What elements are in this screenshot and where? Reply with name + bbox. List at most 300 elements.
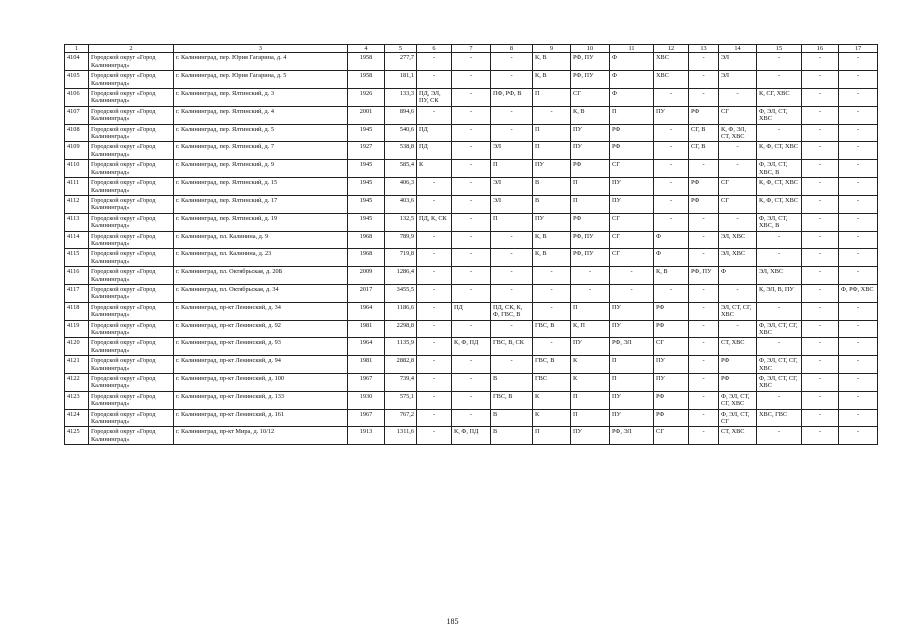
cell-col-17: - bbox=[839, 71, 878, 89]
cell-col-13: РФ bbox=[689, 106, 719, 124]
cell-col-11: ПУ bbox=[610, 320, 654, 338]
cell-col-1: 4110 bbox=[65, 160, 89, 178]
cell-col-3: г. Калининград, пл. Октябрьская, д. 20Б bbox=[174, 267, 348, 285]
cell-col-6: - bbox=[417, 71, 452, 89]
cell-col-1: 4120 bbox=[65, 338, 89, 356]
cell-col-5: 540,6 bbox=[385, 124, 417, 142]
cell-col-4: 1913 bbox=[348, 427, 385, 445]
cell-col-1: 4114 bbox=[65, 231, 89, 249]
cell-col-12: ПУ bbox=[654, 374, 689, 392]
cell-col-1: 4111 bbox=[65, 178, 89, 196]
cell-col-11: СГ bbox=[610, 249, 654, 267]
cell-col-8: П bbox=[491, 213, 533, 231]
cell-col-9: П bbox=[533, 427, 571, 445]
cell-col-9: В bbox=[533, 195, 571, 213]
cell-col-9: - bbox=[533, 284, 571, 302]
cell-col-17: - bbox=[839, 124, 878, 142]
column-header-6: 6 bbox=[417, 45, 452, 53]
cell-col-10: П bbox=[571, 195, 610, 213]
cell-col-8: - bbox=[491, 124, 533, 142]
table-row bbox=[65, 391, 878, 409]
cell-col-13: - bbox=[689, 53, 719, 71]
cell-col-11: - bbox=[610, 267, 654, 285]
cell-col-12: ПУ bbox=[654, 106, 689, 124]
cell-col-17: - bbox=[839, 267, 878, 285]
cell-col-12: РФ bbox=[654, 391, 689, 409]
cell-col-10: К bbox=[571, 374, 610, 392]
cell-col-8: ГВС, В bbox=[491, 391, 533, 409]
column-header-14: 14 bbox=[719, 45, 757, 53]
cell-col-5: 1135,9 bbox=[385, 338, 417, 356]
cell-col-3: г. Калининград, пл. Калинина, д. 23 bbox=[174, 249, 348, 267]
cell-col-3: г. Калининград, пр-кт Ленинский, д. 100 bbox=[174, 374, 348, 392]
cell-col-5: 1286,4 bbox=[385, 267, 417, 285]
cell-col-5: 538,8 bbox=[385, 142, 417, 160]
cell-col-6: - bbox=[417, 374, 452, 392]
cell-col-1: 4125 bbox=[65, 427, 89, 445]
cell-col-12: К, В bbox=[654, 267, 689, 285]
cell-col-3: г. Калининград, пр-кт Ленинский, д. 133 bbox=[174, 391, 348, 409]
registry-table bbox=[64, 44, 878, 445]
cell-col-2: Городской округ «Город Калининград» bbox=[89, 106, 174, 124]
cell-col-3: г. Калининград, пер. Ялтинский, д. 19 bbox=[174, 213, 348, 231]
cell-col-11: - bbox=[610, 284, 654, 302]
cell-col-8: - bbox=[491, 71, 533, 89]
cell-col-3: г. Калининград, пр-кт Мира, д. 10/12 bbox=[174, 427, 348, 445]
cell-col-10: - bbox=[571, 284, 610, 302]
cell-col-1: 4108 bbox=[65, 124, 89, 142]
cell-col-10: П bbox=[571, 178, 610, 196]
cell-col-10: РФ, ПУ bbox=[571, 71, 610, 89]
cell-col-10: ПУ bbox=[571, 338, 610, 356]
table-row bbox=[65, 71, 878, 89]
cell-col-17: - bbox=[839, 231, 878, 249]
cell-col-14: Ф, ЭЛ, СТ, СГ, ХВС bbox=[719, 391, 757, 409]
cell-col-9: ПУ bbox=[533, 160, 571, 178]
cell-col-14: ЭЛ bbox=[719, 71, 757, 89]
cell-col-4: 1958 bbox=[348, 71, 385, 89]
cell-col-13: - bbox=[689, 338, 719, 356]
table-row bbox=[65, 320, 878, 338]
column-header-15: 15 bbox=[757, 45, 802, 53]
table-body bbox=[65, 53, 878, 445]
cell-col-4: 1930 bbox=[348, 391, 385, 409]
cell-col-4: 1981 bbox=[348, 320, 385, 338]
cell-col-13: РФ bbox=[689, 178, 719, 196]
cell-col-5: 719,8 bbox=[385, 249, 417, 267]
cell-col-16: - bbox=[802, 284, 839, 302]
cell-col-3: г. Калининград, пер. Юрия Гагарина, д. 5 bbox=[174, 71, 348, 89]
cell-col-10: РФ, ПУ bbox=[571, 231, 610, 249]
cell-col-9: П bbox=[533, 124, 571, 142]
cell-col-1: 4106 bbox=[65, 89, 89, 107]
cell-col-10: ПУ bbox=[571, 124, 610, 142]
cell-col-17: - bbox=[839, 160, 878, 178]
cell-col-7: К, Ф, ПД bbox=[452, 427, 491, 445]
column-header-13: 13 bbox=[689, 45, 719, 53]
cell-col-1: 4119 bbox=[65, 320, 89, 338]
cell-col-3: г. Калининград, пр-кт Ленинский, д. 161 bbox=[174, 409, 348, 427]
cell-col-13: - bbox=[689, 374, 719, 392]
cell-col-11: СГ bbox=[610, 213, 654, 231]
cell-col-6: - bbox=[417, 391, 452, 409]
cell-col-9: К, В bbox=[533, 71, 571, 89]
cell-col-4: 1967 bbox=[348, 374, 385, 392]
cell-col-3: г. Калининград, пер. Ялтинский, д. 9 bbox=[174, 160, 348, 178]
cell-col-15: - bbox=[757, 302, 802, 320]
cell-col-13: РФ, ПУ bbox=[689, 267, 719, 285]
cell-col-15: ХВС, ГВС bbox=[757, 409, 802, 427]
column-header-16: 16 bbox=[802, 45, 839, 53]
cell-col-6: - bbox=[417, 106, 452, 124]
cell-col-5: 2298,8 bbox=[385, 320, 417, 338]
cell-col-6: - bbox=[417, 409, 452, 427]
cell-col-12: РФ bbox=[654, 409, 689, 427]
cell-col-15: Ф, ЭЛ, СТ, ХВС bbox=[757, 106, 802, 124]
cell-col-16: - bbox=[802, 106, 839, 124]
cell-col-3: г. Калининград, пл. Калинина, д. 9 bbox=[174, 231, 348, 249]
cell-col-9: К, В bbox=[533, 249, 571, 267]
cell-col-16: - bbox=[802, 427, 839, 445]
cell-col-2: Городской округ «Город Калининград» bbox=[89, 213, 174, 231]
column-header-2: 2 bbox=[89, 45, 174, 53]
cell-col-10: ПУ bbox=[571, 142, 610, 160]
cell-col-14: Ф bbox=[719, 267, 757, 285]
cell-col-11: Ф bbox=[610, 89, 654, 107]
cell-col-14: РФ bbox=[719, 374, 757, 392]
cell-col-8: - bbox=[491, 284, 533, 302]
cell-col-4: 1945 bbox=[348, 178, 385, 196]
cell-col-13: - bbox=[689, 356, 719, 374]
table-row bbox=[65, 356, 878, 374]
table-row bbox=[65, 53, 878, 71]
cell-col-15: Ф, ЭЛ, СТ, СГ, ХВС bbox=[757, 320, 802, 338]
cell-col-13: - bbox=[689, 249, 719, 267]
cell-col-3: г. Калининград, пр-кт Ленинский, д. 94 bbox=[174, 356, 348, 374]
cell-col-1: 4121 bbox=[65, 356, 89, 374]
column-header-3: 3 bbox=[174, 45, 348, 53]
cell-col-8: ГВС, В, СК bbox=[491, 338, 533, 356]
cell-col-3: г. Калининград, пр-кт Ленинский, д. 34 bbox=[174, 302, 348, 320]
cell-col-13: РФ bbox=[689, 195, 719, 213]
cell-col-6: - bbox=[417, 53, 452, 71]
cell-col-9: ГВС, В bbox=[533, 356, 571, 374]
cell-col-16: - bbox=[802, 302, 839, 320]
cell-col-12: СГ bbox=[654, 338, 689, 356]
cell-col-8: - bbox=[491, 53, 533, 71]
cell-col-7: - bbox=[452, 142, 491, 160]
cell-col-4: 1945 bbox=[348, 124, 385, 142]
cell-col-3: г. Калининград, пр-кт Ленинский, д. 93 bbox=[174, 338, 348, 356]
cell-col-15: - bbox=[757, 71, 802, 89]
cell-col-17: - bbox=[839, 320, 878, 338]
cell-col-17: - bbox=[839, 338, 878, 356]
cell-col-5: 403,6 bbox=[385, 195, 417, 213]
cell-col-15: Ф, ЭЛ, СТ, СГ, ХВС bbox=[757, 356, 802, 374]
cell-col-16: - bbox=[802, 249, 839, 267]
cell-col-10: ПУ bbox=[571, 427, 610, 445]
cell-col-1: 4109 bbox=[65, 142, 89, 160]
cell-col-3: г. Калининград, пер. Ялтинский, д. 7 bbox=[174, 142, 348, 160]
cell-col-2: Городской округ «Город Калининград» bbox=[89, 391, 174, 409]
cell-col-12: - bbox=[654, 124, 689, 142]
cell-col-8: - bbox=[491, 320, 533, 338]
cell-col-5: 277,7 bbox=[385, 53, 417, 71]
cell-col-17: - bbox=[839, 409, 878, 427]
cell-col-5: 739,4 bbox=[385, 374, 417, 392]
table-row bbox=[65, 374, 878, 392]
cell-col-8: В bbox=[491, 409, 533, 427]
cell-col-4: 1967 bbox=[348, 409, 385, 427]
cell-col-10: К bbox=[571, 356, 610, 374]
column-header-11: 11 bbox=[610, 45, 654, 53]
column-header-8: 8 bbox=[491, 45, 533, 53]
cell-col-17: - bbox=[839, 374, 878, 392]
cell-col-12: - bbox=[654, 89, 689, 107]
cell-col-10: П bbox=[571, 302, 610, 320]
cell-col-5: 1311,6 bbox=[385, 427, 417, 445]
cell-col-10: РФ bbox=[571, 160, 610, 178]
cell-col-5: 132,5 bbox=[385, 213, 417, 231]
cell-col-17: - bbox=[839, 89, 878, 107]
cell-col-13: - bbox=[689, 71, 719, 89]
cell-col-11: РФ, ЭЛ bbox=[610, 338, 654, 356]
cell-col-2: Городской округ «Город Калининград» bbox=[89, 142, 174, 160]
cell-col-11: СГ bbox=[610, 231, 654, 249]
cell-col-7: - bbox=[452, 71, 491, 89]
cell-col-10: П bbox=[571, 391, 610, 409]
cell-col-1: 4123 bbox=[65, 391, 89, 409]
cell-col-9: - bbox=[533, 267, 571, 285]
cell-col-10: СГ bbox=[571, 89, 610, 107]
cell-col-14: - bbox=[719, 89, 757, 107]
cell-col-15: Ф, ЭЛ, СТ, ХВС, В bbox=[757, 213, 802, 231]
cell-col-14: - bbox=[719, 213, 757, 231]
cell-col-6: - bbox=[417, 302, 452, 320]
cell-col-5: 789,9 bbox=[385, 231, 417, 249]
cell-col-12: - bbox=[654, 142, 689, 160]
column-header-10: 10 bbox=[571, 45, 610, 53]
cell-col-11: П bbox=[610, 106, 654, 124]
cell-col-15: К, Ф, СТ, ХВС bbox=[757, 178, 802, 196]
cell-col-14: - bbox=[719, 142, 757, 160]
column-header-17: 17 bbox=[839, 45, 878, 53]
cell-col-15: К, ЭЛ, В, ПУ bbox=[757, 284, 802, 302]
column-header-4: 4 bbox=[348, 45, 385, 53]
cell-col-7: - bbox=[452, 249, 491, 267]
cell-col-1: 4107 bbox=[65, 106, 89, 124]
table-row bbox=[65, 106, 878, 124]
cell-col-4: 2017 bbox=[348, 284, 385, 302]
cell-col-2: Городской округ «Город Калининград» bbox=[89, 409, 174, 427]
cell-col-14: ЭЛ, ХВС bbox=[719, 231, 757, 249]
cell-col-1: 4116 bbox=[65, 267, 89, 285]
cell-col-17: - bbox=[839, 249, 878, 267]
page-number: 185 bbox=[446, 617, 459, 626]
cell-col-15: Ф, ЭЛ, СТ, ХВС, В bbox=[757, 160, 802, 178]
cell-col-6: - bbox=[417, 356, 452, 374]
cell-col-14: СГ bbox=[719, 195, 757, 213]
cell-col-5: 1186,6 bbox=[385, 302, 417, 320]
cell-col-12: - bbox=[654, 178, 689, 196]
cell-col-13: - bbox=[689, 160, 719, 178]
cell-col-2: Городской округ «Город Калининград» bbox=[89, 320, 174, 338]
cell-col-7: - bbox=[452, 178, 491, 196]
cell-col-5: 585,4 bbox=[385, 160, 417, 178]
cell-col-8: - bbox=[491, 231, 533, 249]
cell-col-8: - bbox=[491, 356, 533, 374]
cell-col-16: - bbox=[802, 320, 839, 338]
cell-col-15: - bbox=[757, 124, 802, 142]
cell-col-14: Ф, ЭЛ, СТ, СГ bbox=[719, 409, 757, 427]
cell-col-10: РФ, ПУ bbox=[571, 53, 610, 71]
cell-col-8: - bbox=[491, 267, 533, 285]
cell-col-9: К, В bbox=[533, 53, 571, 71]
cell-col-4: 1964 bbox=[348, 338, 385, 356]
cell-col-14: СТ, ХВС bbox=[719, 338, 757, 356]
table-row bbox=[65, 302, 878, 320]
cell-col-2: Городской округ «Город Калининград» bbox=[89, 427, 174, 445]
cell-col-4: 2001 bbox=[348, 106, 385, 124]
cell-col-12: ХВС bbox=[654, 71, 689, 89]
cell-col-14: ЭЛ, ХВС bbox=[719, 249, 757, 267]
cell-col-1: 4118 bbox=[65, 302, 89, 320]
cell-col-12: Ф bbox=[654, 231, 689, 249]
cell-col-16: - bbox=[802, 213, 839, 231]
cell-col-9: К, В bbox=[533, 231, 571, 249]
cell-col-17: - bbox=[839, 106, 878, 124]
cell-col-2: Городской округ «Город Калининград» bbox=[89, 284, 174, 302]
cell-col-11: П bbox=[610, 374, 654, 392]
cell-col-7: - bbox=[452, 374, 491, 392]
cell-col-12: - bbox=[654, 160, 689, 178]
cell-col-2: Городской округ «Город Калининград» bbox=[89, 178, 174, 196]
cell-col-4: 1964 bbox=[348, 302, 385, 320]
cell-col-11: РФ, ЭЛ bbox=[610, 427, 654, 445]
cell-col-12: - bbox=[654, 213, 689, 231]
cell-col-7: - bbox=[452, 106, 491, 124]
table-row bbox=[65, 124, 878, 142]
cell-col-3: г. Калининград, пер. Ялтинский, д. 17 bbox=[174, 195, 348, 213]
cell-col-1: 4117 bbox=[65, 284, 89, 302]
cell-col-10: РФ bbox=[571, 213, 610, 231]
cell-col-11: П bbox=[610, 356, 654, 374]
cell-col-3: г. Калининград, пер. Ялтинский, д. 4 bbox=[174, 106, 348, 124]
cell-col-3: г. Калининград, пер. Ялтинский, д. 3 bbox=[174, 89, 348, 107]
cell-col-3: г. Калининград, пер. Ялтинский, д. 15 bbox=[174, 178, 348, 196]
cell-col-11: СГ bbox=[610, 160, 654, 178]
cell-col-4: 2009 bbox=[348, 267, 385, 285]
table-row bbox=[65, 160, 878, 178]
cell-col-4: 1926 bbox=[348, 89, 385, 107]
cell-col-17: - bbox=[839, 356, 878, 374]
cell-col-14: СГ bbox=[719, 106, 757, 124]
cell-col-2: Городской округ «Город Калининград» bbox=[89, 89, 174, 107]
cell-col-6: - bbox=[417, 231, 452, 249]
cell-col-16: - bbox=[802, 89, 839, 107]
cell-col-9: К bbox=[533, 409, 571, 427]
cell-col-4: 1958 bbox=[348, 53, 385, 71]
cell-col-16: - bbox=[802, 374, 839, 392]
cell-col-12: ХВС bbox=[654, 53, 689, 71]
cell-col-16: - bbox=[802, 142, 839, 160]
cell-col-11: РФ bbox=[610, 142, 654, 160]
table-row bbox=[65, 89, 878, 107]
cell-col-2: Городской округ «Город Калининград» bbox=[89, 71, 174, 89]
cell-col-14: - bbox=[719, 160, 757, 178]
cell-col-12: - bbox=[654, 195, 689, 213]
cell-col-5: 181,1 bbox=[385, 71, 417, 89]
cell-col-8: П bbox=[491, 160, 533, 178]
cell-col-10: К, П bbox=[571, 320, 610, 338]
cell-col-3: г. Калининград, пл. Октябрьская, д. 34 bbox=[174, 284, 348, 302]
cell-col-9: ПУ bbox=[533, 213, 571, 231]
cell-col-7: - bbox=[452, 195, 491, 213]
column-header-9: 9 bbox=[533, 45, 571, 53]
cell-col-11: Ф bbox=[610, 71, 654, 89]
cell-col-8: ПД, СК, К, Ф, ГВС, В bbox=[491, 302, 533, 320]
table-row bbox=[65, 178, 878, 196]
cell-col-3: г. Калининград, пр-кт Ленинский, д. 92 bbox=[174, 320, 348, 338]
cell-col-17: - bbox=[839, 142, 878, 160]
column-header-12: 12 bbox=[654, 45, 689, 53]
cell-col-14: СГ bbox=[719, 178, 757, 196]
cell-col-5: 2882,8 bbox=[385, 356, 417, 374]
cell-col-13: - bbox=[689, 320, 719, 338]
cell-col-16: - bbox=[802, 267, 839, 285]
cell-col-17: - bbox=[839, 195, 878, 213]
cell-col-8: В bbox=[491, 374, 533, 392]
cell-col-17: - bbox=[839, 391, 878, 409]
cell-col-14: РФ bbox=[719, 356, 757, 374]
cell-col-2: Городской округ «Город Калининград» bbox=[89, 302, 174, 320]
cell-col-8: - bbox=[491, 249, 533, 267]
cell-col-16: - bbox=[802, 409, 839, 427]
cell-col-17: - bbox=[839, 427, 878, 445]
table-row bbox=[65, 267, 878, 285]
cell-col-12: ПУ bbox=[654, 356, 689, 374]
cell-col-7: ПД bbox=[452, 302, 491, 320]
cell-col-12: РФ bbox=[654, 302, 689, 320]
cell-col-3: г. Калининград, пер. Ялтинский, д. 5 bbox=[174, 124, 348, 142]
cell-col-9: ГВС, В bbox=[533, 320, 571, 338]
cell-col-5: 575,1 bbox=[385, 391, 417, 409]
cell-col-10: РФ, ПУ bbox=[571, 249, 610, 267]
cell-col-2: Городской округ «Город Калининград» bbox=[89, 267, 174, 285]
cell-col-6: К bbox=[417, 160, 452, 178]
cell-col-2: Городской округ «Город Калининград» bbox=[89, 356, 174, 374]
column-number-row bbox=[65, 45, 878, 53]
column-header-7: 7 bbox=[452, 45, 491, 53]
cell-col-6: - bbox=[417, 338, 452, 356]
cell-col-15: К, Ф, СТ, ХВС bbox=[757, 142, 802, 160]
cell-col-9: В bbox=[533, 178, 571, 196]
cell-col-3: г. Калининград, пер. Юрия Гагарина, д. 4 bbox=[174, 53, 348, 71]
cell-col-7: - bbox=[452, 53, 491, 71]
cell-col-5: 3455,5 bbox=[385, 284, 417, 302]
table-row bbox=[65, 142, 878, 160]
cell-col-14: К, Ф, ЭЛ, СТ, ХВС bbox=[719, 124, 757, 142]
cell-col-5: 406,3 bbox=[385, 178, 417, 196]
cell-col-7: - bbox=[452, 124, 491, 142]
cell-col-2: Городской округ «Город Калининград» bbox=[89, 231, 174, 249]
cell-col-2: Городской округ «Город Калининград» bbox=[89, 160, 174, 178]
cell-col-16: - bbox=[802, 231, 839, 249]
cell-col-13: - bbox=[689, 302, 719, 320]
cell-col-14: ЭЛ, СТ, СГ, ХВС bbox=[719, 302, 757, 320]
cell-col-14: - bbox=[719, 284, 757, 302]
cell-col-7: - bbox=[452, 267, 491, 285]
